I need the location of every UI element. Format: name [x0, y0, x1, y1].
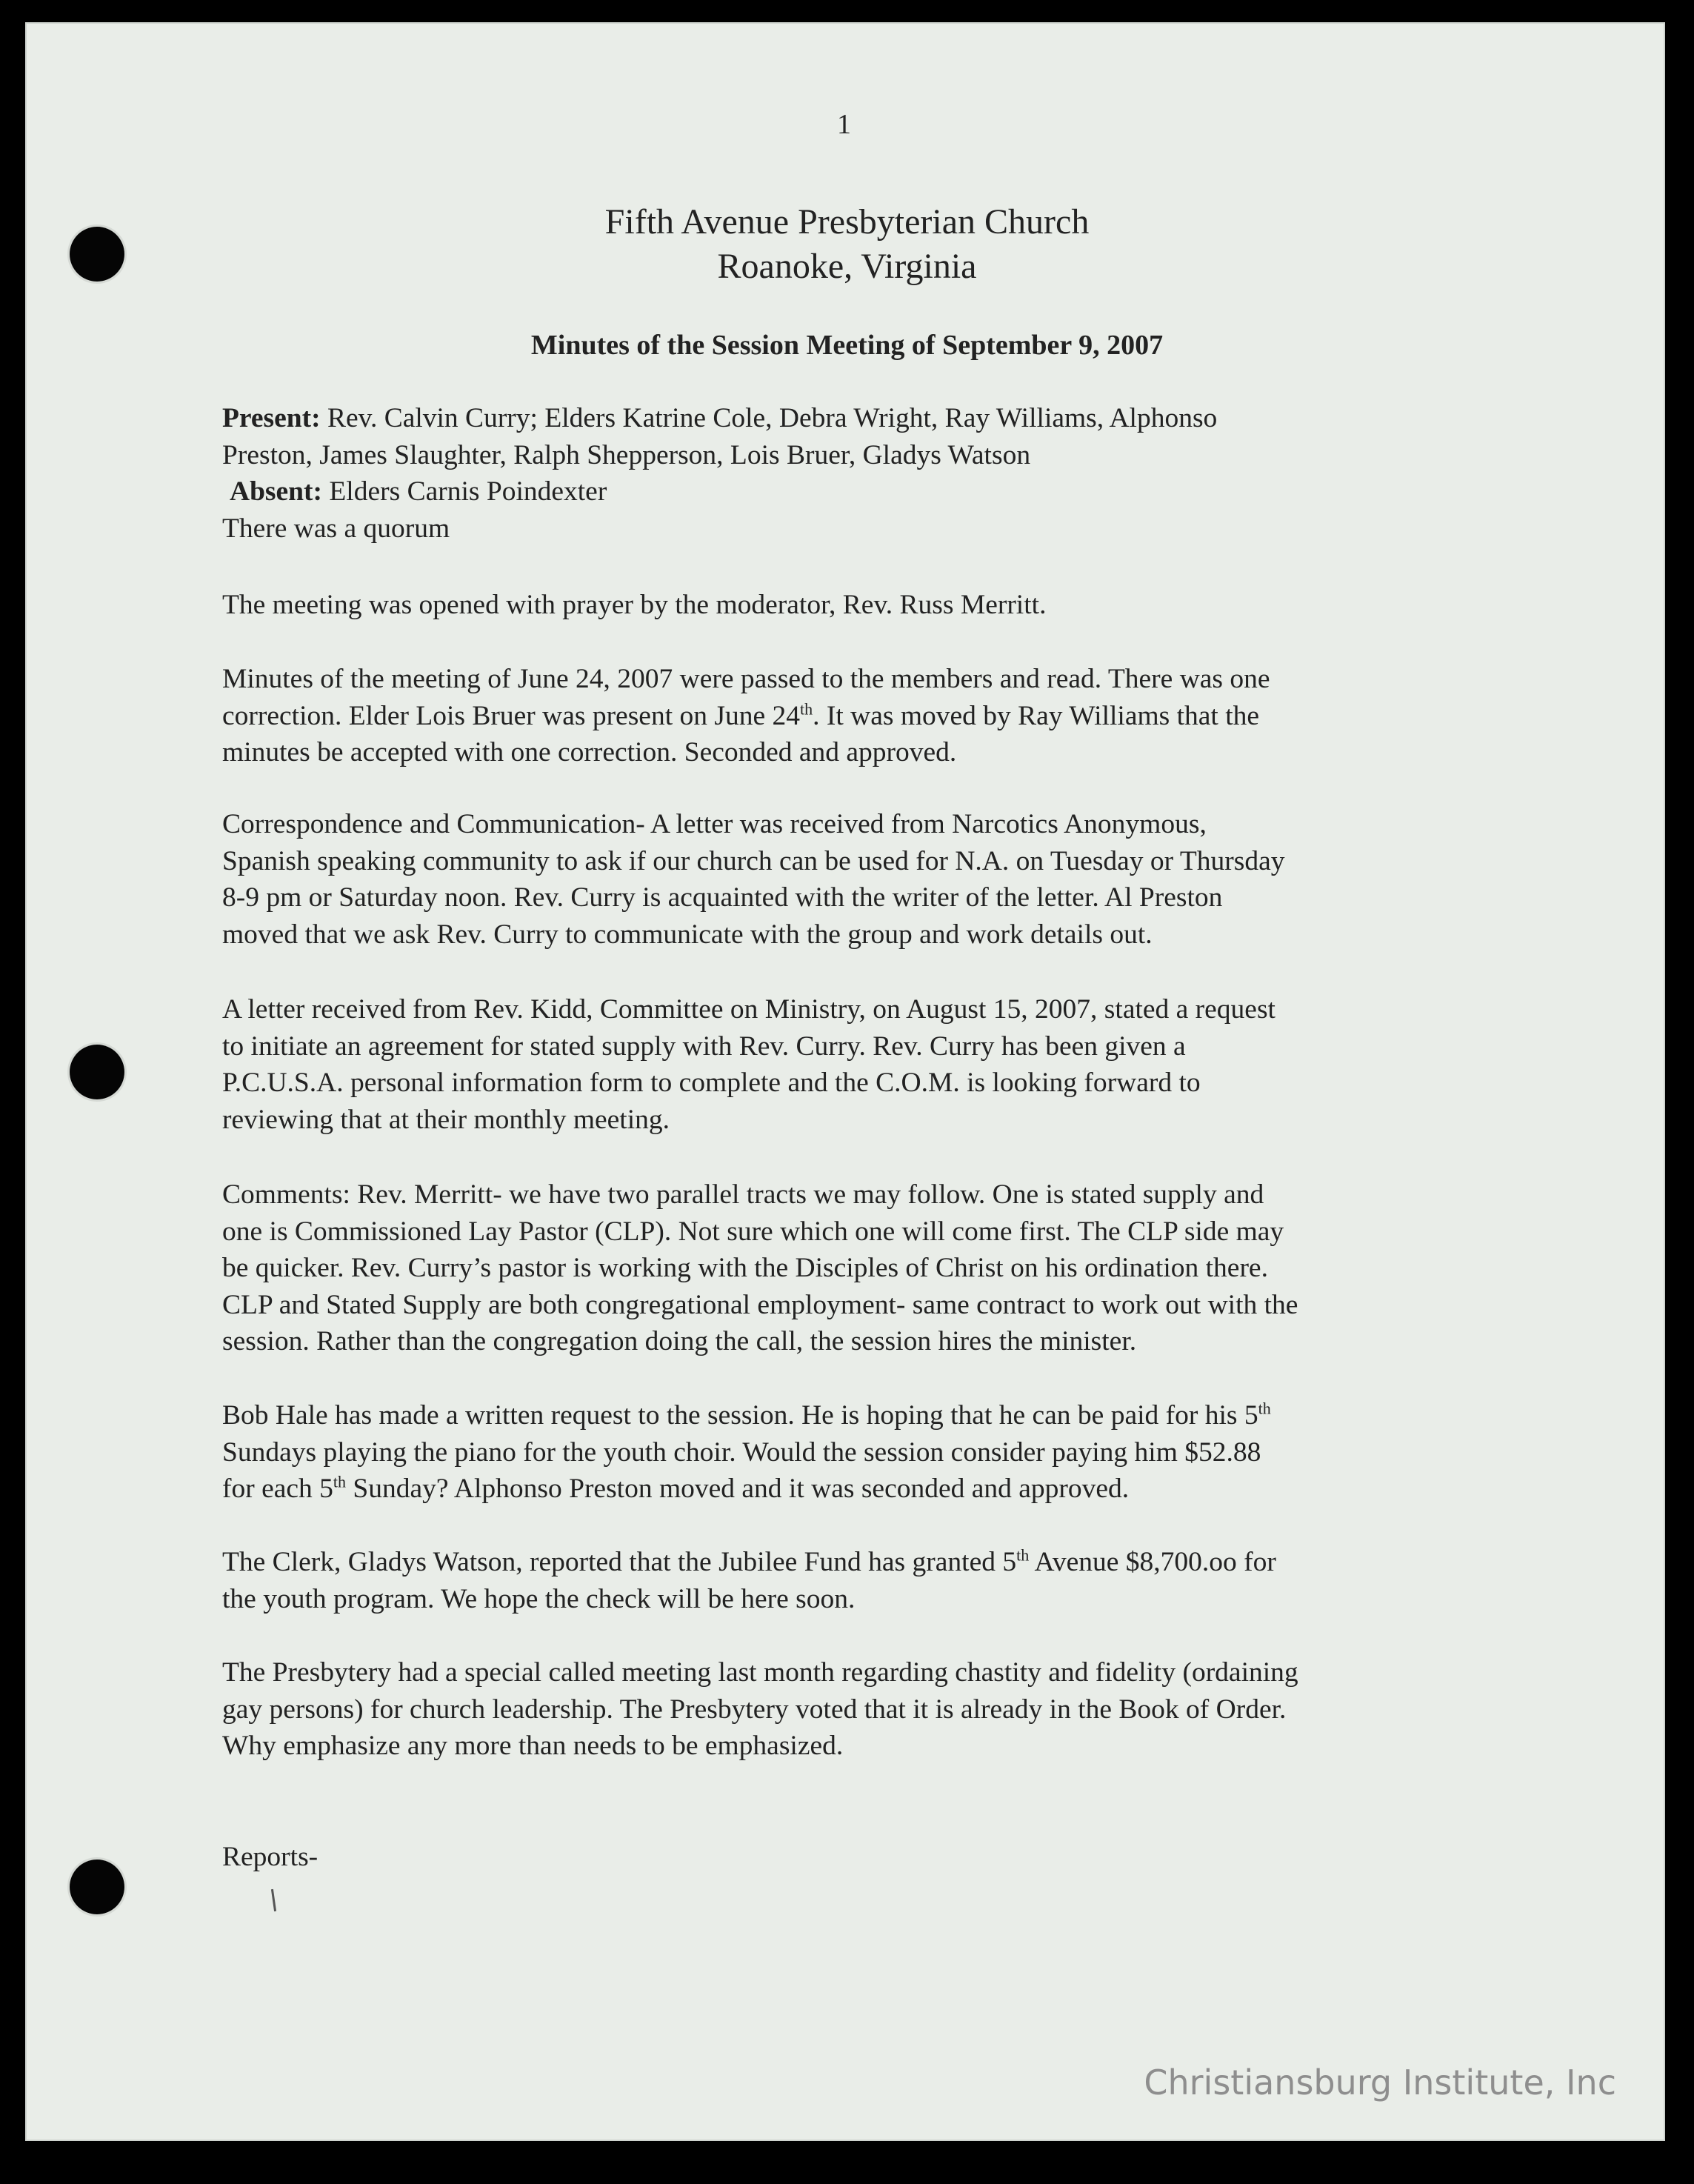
reports-label: Reports-: [222, 1842, 319, 1872]
jubilee-paragraph: [222, 1544, 1496, 1617]
attendance-block: [222, 400, 1496, 547]
presbytery-line-1: The Presbytery had a special called meeting last month regarding chastity and fidelity (ordaining: [222, 1657, 1298, 1688]
bob-hale-paragraph: [222, 1397, 1496, 1508]
minutes-line-2: [222, 698, 1496, 735]
correspondence-line-3: 8-9 pm or Saturday noon. Rev. Curry is acquainted with the writer of the letter. Al Preston: [222, 882, 1223, 913]
comments-line-2: one is Commissioned Lay Pastor (CLP). Not sure which one will come first. The CLP side may: [222, 1216, 1284, 1247]
minutes-line-2-a: correction. Elder Lois Bruer was present on June 24: [222, 700, 800, 731]
absent-label: Absent:: [230, 476, 323, 507]
jubilee-line-1: [222, 1544, 1496, 1581]
kidd-line-4: reviewing that at their monthly meeting.: [222, 1104, 670, 1135]
correspondence-line-4: moved that we ask Rev. Curry to communicate with the group and work details out.: [222, 919, 1153, 950]
minutes-line-3: minutes be accepted with one correction. Seconded and approved.: [222, 737, 957, 768]
bob-hale-line-3-b: Sunday? Alphonso Preston moved and it was seconded and approved.: [346, 1474, 1130, 1504]
present-names: Rev. Calvin Curry; Elders Katrine Cole, Debra Wright, Ray Williams, Alphonso: [320, 403, 1218, 433]
punch-hole-bottom: [70, 1860, 124, 1914]
correspondence-line-2: Spanish speaking community to ask if our church can be used for N.A. on Tuesday or Thursday: [222, 845, 1285, 876]
presbytery-line-2: gay persons) for church leadership. The Presbytery voted that it is already in the Book of Order.: [222, 1694, 1287, 1725]
kidd-line-1: A letter received from Rev. Kidd, Committee on Ministry, on August 15, 2007, stated a request: [222, 994, 1275, 1025]
bob-hale-line-3: [222, 1471, 1496, 1508]
opening-line: The meeting was opened with prayer by the moderator, Rev. Russ Merritt.: [222, 590, 1047, 620]
bob-hale-line-1: [222, 1397, 1496, 1434]
ordinal-suffix: th: [333, 1472, 347, 1491]
minutes-line-1: Minutes of the meeting of June 24, 2007 were passed to the members and read. There was one: [222, 664, 1270, 694]
watermark: Christiansburg Institute, Inc: [1144, 2063, 1616, 2103]
bob-hale-line-2: Sundays playing the piano for the youth choir. Would the session consider paying him $52.88: [222, 1436, 1261, 1468]
jubilee-line-1-a: The Clerk, Gladys Watson, reported that the Jubilee Fund has granted 5: [222, 1547, 1017, 1577]
present-label: Present:: [222, 403, 321, 433]
quorum-line: There was a quorum: [222, 513, 450, 544]
comments-line-5: session. Rather than the congregation doing the call, the session hires the minister.: [222, 1326, 1137, 1356]
ordinal-suffix: th: [1016, 1545, 1030, 1565]
kidd-line-2: to initiate an agreement for stated supply with Rev. Curry. Rev. Curry has been given a: [222, 1031, 1186, 1062]
church-location: Roanoke, Virginia: [717, 247, 977, 286]
minutes-paragraph: [222, 661, 1496, 771]
minutes-line-2-b: . It was moved by Ray Williams that the: [813, 700, 1260, 731]
comments-paragraph: [222, 1176, 1496, 1360]
comments-line-4: CLP and Stated Supply are both congregational employment- same contract to work out with the: [222, 1289, 1298, 1320]
minutes-title: Minutes of the Session Meeting of September 9, 2007: [530, 330, 1164, 361]
ordinal-suffix: th: [1258, 1399, 1271, 1418]
reports-heading: [222, 1839, 1496, 1876]
punch-hole-middle: [70, 1045, 124, 1099]
comments-line-3: be quicker. Rev. Curry’s pastor is working with the Disciples of Christ on his ordination there.: [222, 1253, 1268, 1283]
bob-hale-line-1-a: Bob Hale has made a written request to the session. He is hoping that he can be paid for his 5: [222, 1400, 1258, 1431]
correspondence-paragraph: [222, 806, 1496, 953]
kidd-letter-paragraph: [222, 991, 1496, 1138]
jubilee-line-1-b: Avenue $8,700.oo for: [1029, 1547, 1276, 1577]
bob-hale-line-3-a: for each 5: [222, 1474, 333, 1504]
page-number: 1: [837, 109, 851, 140]
absent-line: [222, 473, 1496, 510]
presbytery-paragraph: [222, 1654, 1496, 1765]
jubilee-line-2: the youth program. We hope the check will be here soon.: [222, 1583, 856, 1614]
absent-names: Elders Carnis Poindexter: [322, 476, 607, 507]
church-name: Fifth Avenue Presbyterian Church: [604, 202, 1090, 242]
comments-line-1: Comments: Rev. Merritt- we have two parallel tracts we may follow. One is stated supply and: [222, 1179, 1264, 1210]
kidd-line-3: P.C.U.S.A. personal information form to complete and the C.O.M. is looking forward to: [222, 1068, 1201, 1098]
ordinal-suffix: th: [799, 699, 813, 718]
present-line-2: Preston, James Slaughter, Ralph Shepperson, Lois Bruer, Gladys Watson: [222, 439, 1031, 470]
present-line: [222, 400, 1496, 437]
correspondence-line-1: Correspondence and Communication- A letter was received from Narcotics Anonymous,: [222, 809, 1207, 839]
presbytery-line-3: Why emphasize any more than needs to be emphasized.: [222, 1731, 844, 1761]
opening-paragraph: [222, 587, 1496, 624]
